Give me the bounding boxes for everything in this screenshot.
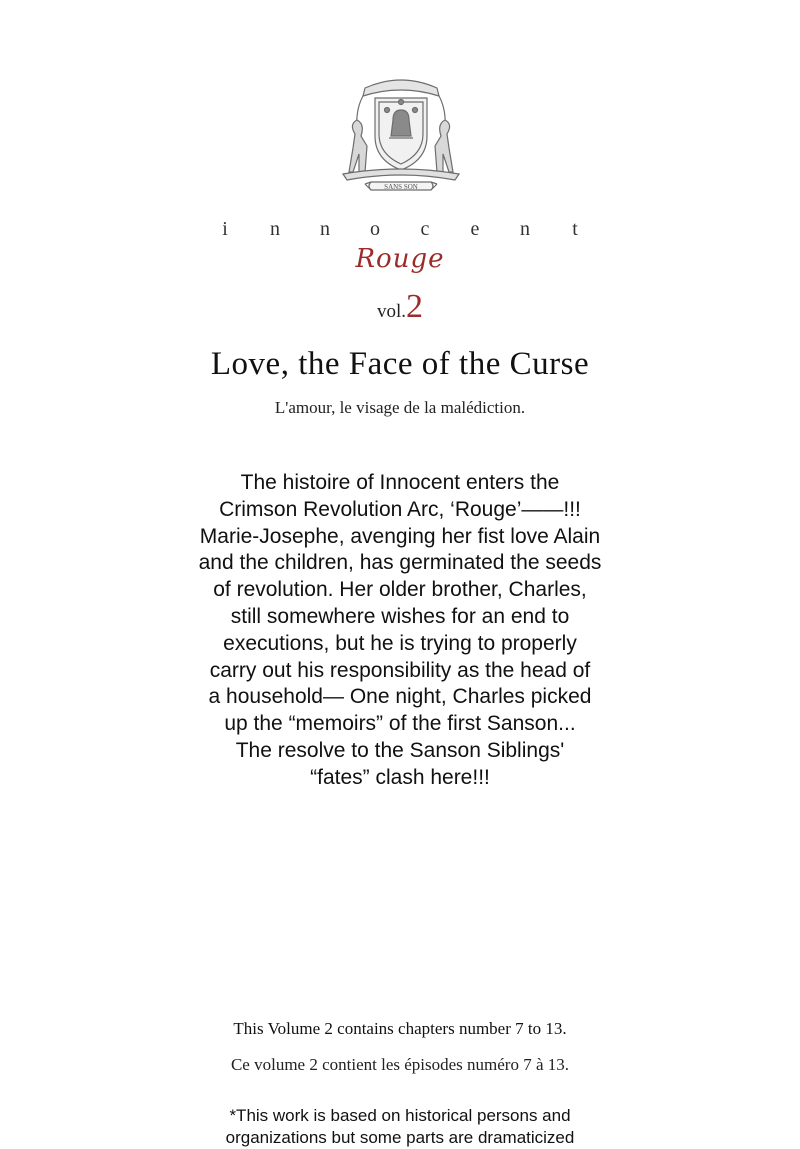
volume-label [0,288,800,326]
blurb-line: and the children, has germinated the seeds [198,551,602,575]
coat-of-arms-emblem [335,74,467,204]
volume-title: Love, the Face of the Curse [210,346,590,382]
volume-subtitle-french: L'amour, le visage de la malédiction. [274,398,526,417]
volume-prefix: vol. [376,301,407,322]
logo-letter: c [420,218,430,240]
logo-letter: n [270,218,280,240]
blurb-line: a household— One night, Charles picked [208,685,592,709]
blurb-line: The resolve to the Sanson Siblings' [235,738,565,762]
logo-letter: n [520,218,530,240]
logo-letter: t [572,218,578,240]
blurb-line: Marie-Josephe, avenging her fist love Alain [199,524,601,548]
contents-note-english: This Volume 2 contains chapters number 7 to 13. [233,1019,567,1038]
blurb-line: The histoire of Innocent enters the [240,471,560,494]
series-logo-script: Rouge [355,244,445,274]
contents-note-french: Ce volume 2 contient les épisodes numéro 7 à 13. [230,1055,570,1074]
logo-letter: o [370,218,380,240]
synopsis-blurb [150,470,650,792]
blurb-line: of revolution. Her older brother, Charles, [213,578,587,602]
historical-disclaimer [0,1105,800,1149]
series-logo-word [0,218,800,241]
blurb-line: carry out his responsibility as the head of [209,658,591,682]
volume-number: 2 [406,288,424,325]
logo-letter: i [222,218,228,240]
blurb-line: “fates” clash here!!! [310,765,490,789]
blurb-line: executions, but he is trying to properly [223,631,577,655]
crest-motto: SANS SON [384,183,418,191]
disclaimer-line: organizations but some parts are dramaticized [225,1128,575,1147]
disclaimer-line: *This work is based on historical persons and [229,1106,571,1125]
blurb-line: Crimson Revolution Arc, ‘Rouge’——!!! [219,497,581,521]
logo-letter: e [470,218,480,240]
blurb-line: up the “memoirs” of the first Sanson... [224,712,576,736]
blurb-line: still somewhere wishes for an end to [230,604,570,628]
logo-letter: n [320,218,330,240]
